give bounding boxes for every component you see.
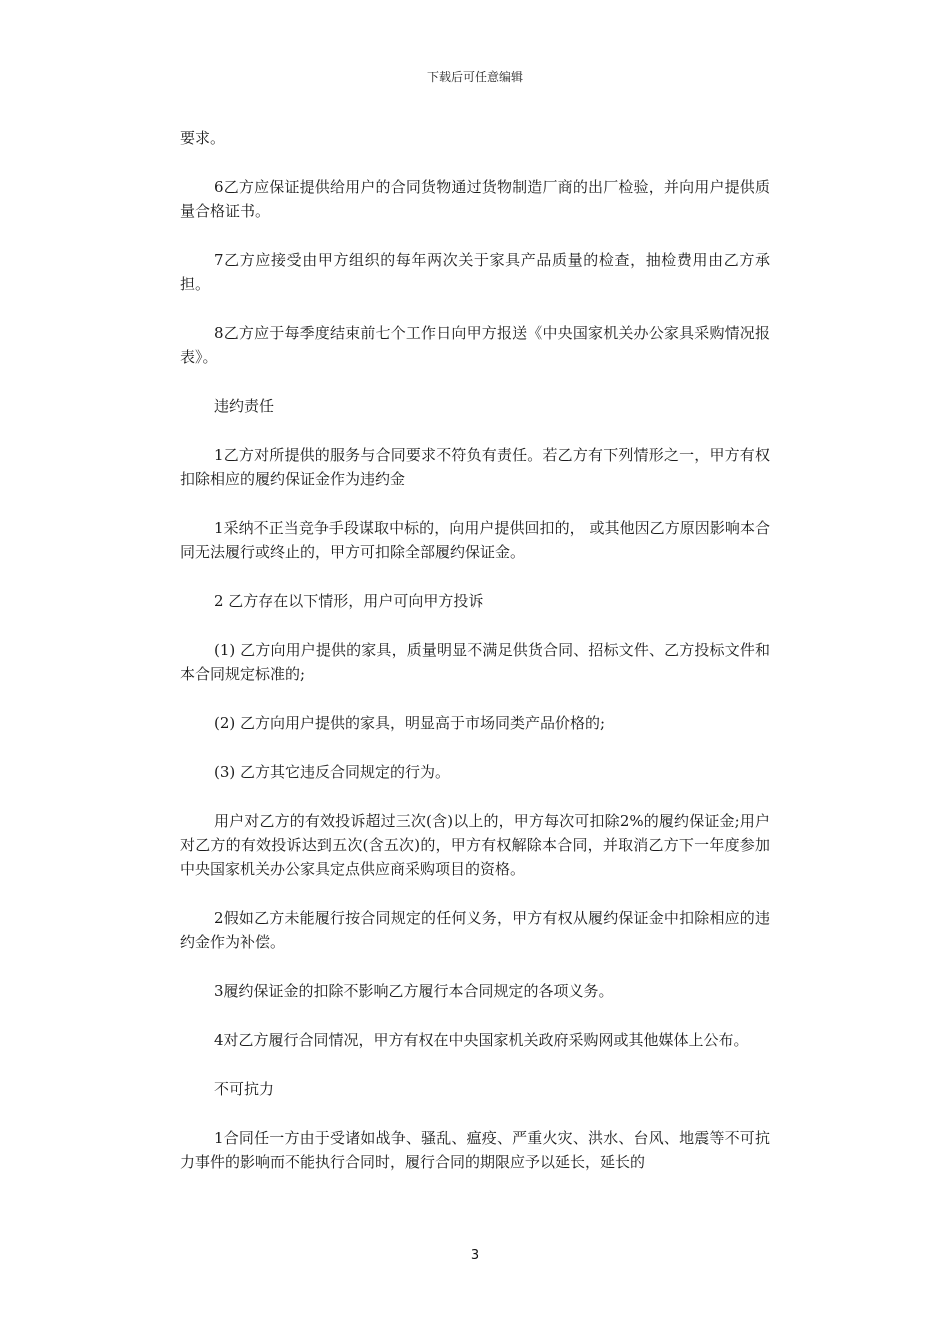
paragraph-clause-7: 7乙方应接受由甲方组织的每年两次关于家具产品质量的检查，抽检费用由乙方承担。 (180, 251, 770, 293)
paragraph-item-2: (2) 乙方向用户提供的家具，明显高于市场同类产品价格的; (214, 714, 606, 732)
paragraph-breach-2: 2 乙方存在以下情形，用户可向甲方投诉 (214, 592, 484, 610)
paragraph-complaints: 用户对乙方的有效投诉超过三次(含)以上的，甲方每次可扣除2%的履约保证金;用户对乙方的有效投诉达到五次(含五次)的，甲方有权解除本合同，并取消乙方下一年度参加中央国家机关办公家具定点供应商采购项目的资格。 (180, 812, 770, 878)
paragraph-item-3: (3) 乙方其它违反合同规定的行为。 (214, 763, 451, 781)
paragraph-breach-1-detail: 1采纳不正当竞争手段谋取中标的，向用户提供回扣的， 或其他因乙方原因影响本合同无法履行或终止的，甲方可扣除全部履约保证金。 (180, 519, 770, 561)
paragraph-breach-2-obligation: 2假如乙方未能履行按合同规定的任何义务，甲方有权从履约保证金中扣除相应的违约金作为补偿。 (180, 909, 770, 951)
section-heading-force-majeure: 不可抗力 (214, 1080, 275, 1098)
paragraph-breach-1: 1乙方对所提供的服务与合同要求不符负有责任。若乙方有下列情形之一，甲方有权扣除相应的履约保证金作为违约金 (180, 446, 770, 488)
page-number: 3 (470, 1248, 480, 1263)
paragraph-force-majeure-1: 1合同任一方由于受诸如战争、骚乱、瘟疫、严重火灾、洪水、台风、地震等不可抗力事件的影响而不能执行合同时，履行合同的期限应予以延长，延长的 (180, 1129, 770, 1171)
paragraph-breach-3: 3履约保证金的扣除不影响乙方履行本合同规定的各项义务。 (214, 982, 614, 1000)
paragraph-clause-8: 8乙方应于每季度结束前七个工作日向甲方报送《中央国家机关办公家具采购情况报表》。 (180, 324, 770, 366)
paragraph-continuation: 要求。 (180, 129, 226, 147)
paragraph-item-1: (1) 乙方向用户提供的家具，质量明显不满足供货合同、招标文件、乙方投标文件和本合同规定标准的; (180, 641, 770, 683)
paragraph-breach-4: 4对乙方履行合同情况，甲方有权在中央国家机关政府采购网或其他媒体上公布。 (214, 1031, 749, 1049)
document-body (180, 126, 770, 1199)
page-header: 下载后可任意编辑 (426, 70, 523, 84)
paragraph-clause-6: 6乙方应保证提供给用户的合同货物通过货物制造厂商的出厂检验，并向用户提供质量合格证书。 (180, 178, 770, 220)
section-heading-breach: 违约责任 (214, 397, 275, 415)
